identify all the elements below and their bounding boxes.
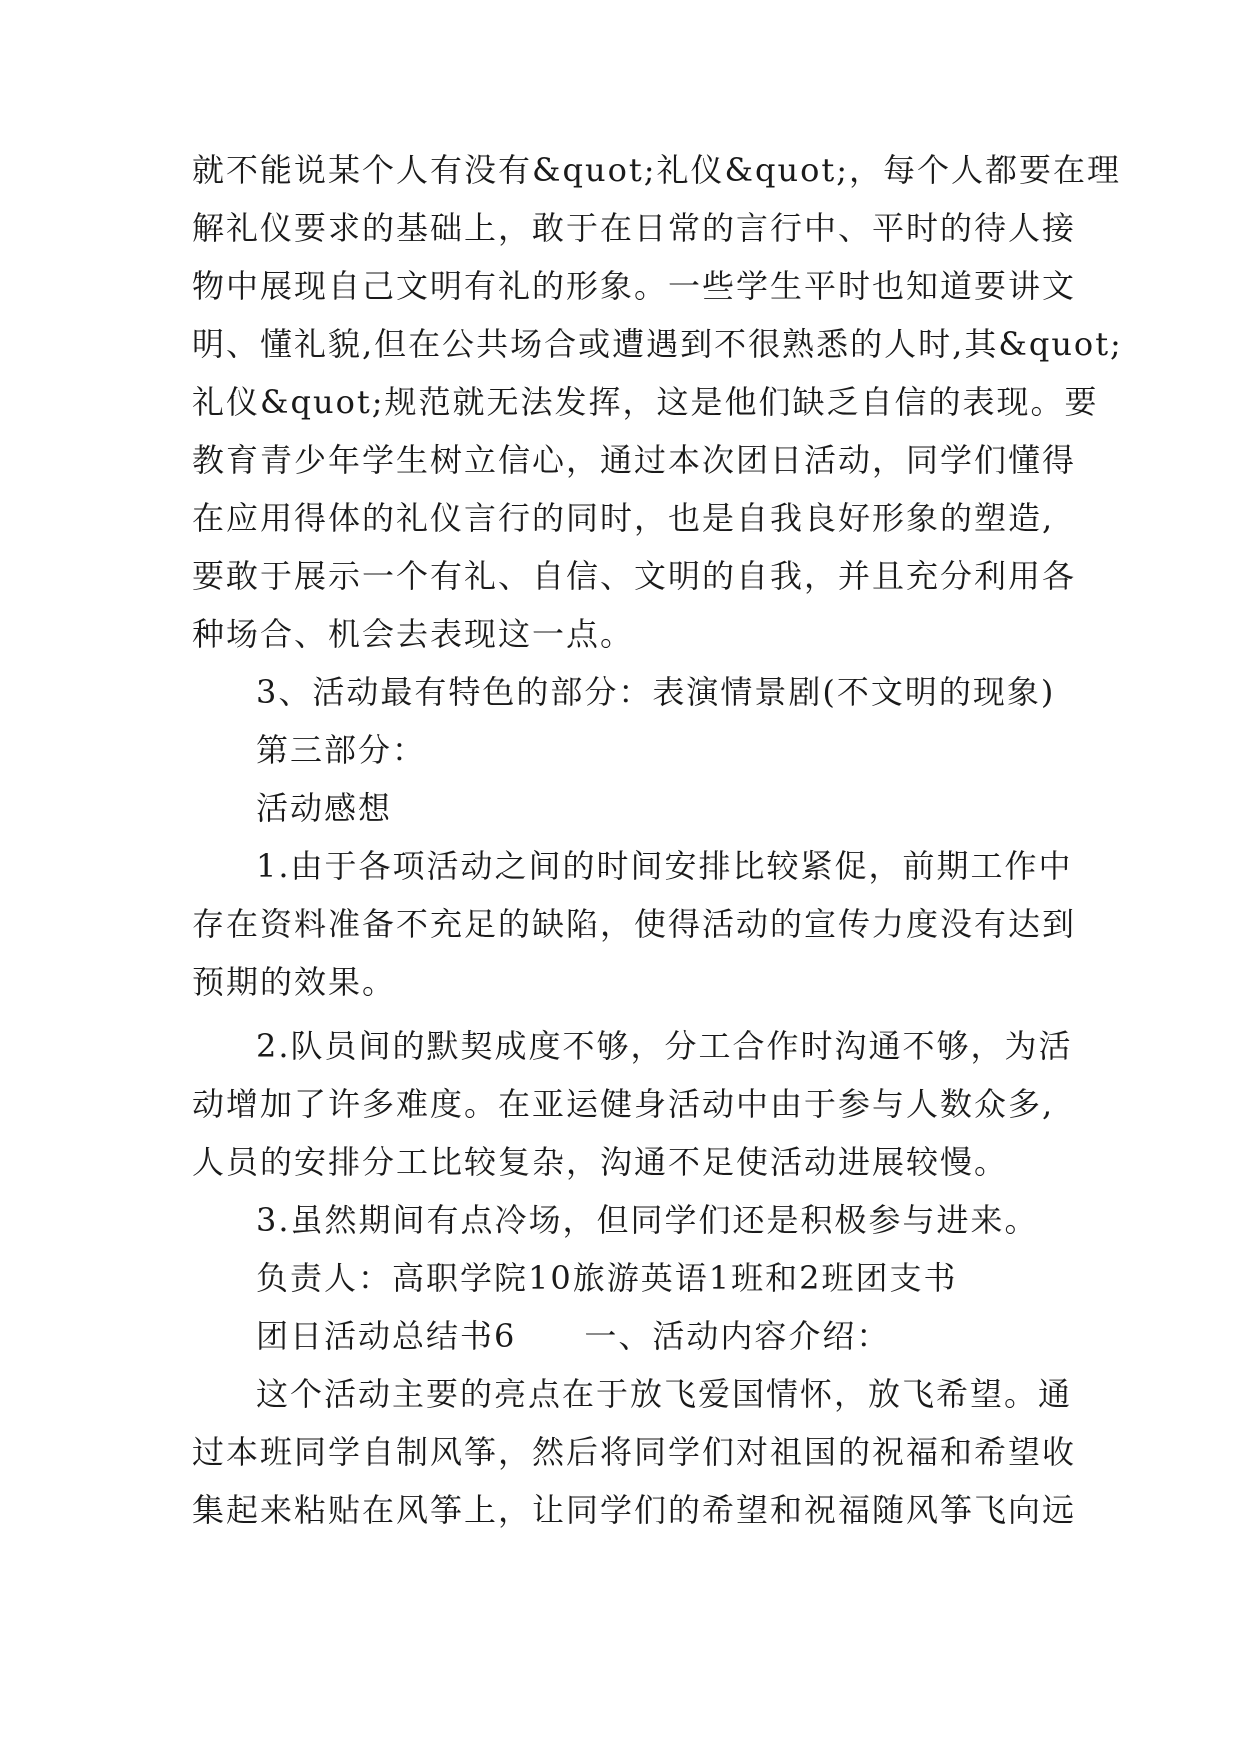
text-line: 在应用得体的礼仪言行的同时，也是自我良好形象的塑造, bbox=[192, 499, 1055, 537]
text-line: 人员的安排分工比较复杂，沟通不足使活动进展较慢。 bbox=[192, 1143, 1009, 1181]
text-line: 存在资料准备不充足的缺陷，使得活动的宣传力度没有达到 bbox=[192, 905, 1077, 943]
text-line: 就不能说某个人有没有&quot;礼仪&quot;，每个人都要在理 bbox=[192, 151, 1121, 189]
section-heading: 团日活动总结书6 一、活动内容介绍： bbox=[256, 1317, 891, 1355]
text-line: 1.由于各项活动之间的时间安排比较紧促，前期工作中 bbox=[256, 847, 1073, 885]
text-line: 教育青少年学生树立信心，通过本次团日活动，同学们懂得 bbox=[192, 441, 1077, 479]
section-heading: 3、活动最有特色的部分：表演情景剧(不文明的现象) bbox=[256, 673, 1056, 711]
text-line: 过本班同学自制风筝，然后将同学们对祖国的祝福和希望收 bbox=[192, 1433, 1077, 1471]
text-line: 解礼仪要求的基础上，敢于在日常的言行中、平时的待人接 bbox=[192, 209, 1077, 247]
text-line: 明、懂礼貌,但在公共场合或遭遇到不很熟悉的人时,其&quot; bbox=[192, 325, 1123, 363]
text-line: 礼仪&quot;规范就无法发挥，这是他们缺乏自信的表现。要 bbox=[192, 383, 1099, 421]
text-line: 要敢于展示一个有礼、自信、文明的自我，并且充分利用各 bbox=[192, 557, 1077, 595]
text-line: 负责人：高职学院10旅游英语1班和2班团支书 bbox=[256, 1259, 958, 1297]
text-line: 种场合、机会去表现这一点。 bbox=[192, 615, 635, 653]
text-line: 3.虽然期间有点冷场，但同学们还是积极参与进来。 bbox=[256, 1201, 1039, 1239]
text-line: 动增加了许多难度。在亚运健身活动中由于参与人数众多, bbox=[192, 1085, 1055, 1123]
text-line: 这个活动主要的亮点在于放飞爱国情怀，放飞希望。通 bbox=[256, 1375, 1073, 1413]
section-heading: 第三部分： bbox=[256, 731, 427, 769]
text-line: 物中展现自己文明有礼的形象。一些学生平时也知道要讲文 bbox=[192, 267, 1077, 305]
section-heading: 活动感想 bbox=[256, 789, 393, 827]
text-line: 集起来粘贴在风筝上，让同学们的希望和祝福随风筝飞向远 bbox=[192, 1491, 1077, 1529]
text-line: 预期的效果。 bbox=[192, 963, 397, 1001]
text-line: 2.队员间的默契成度不够，分工合作时沟通不够，为活 bbox=[256, 1027, 1073, 1065]
